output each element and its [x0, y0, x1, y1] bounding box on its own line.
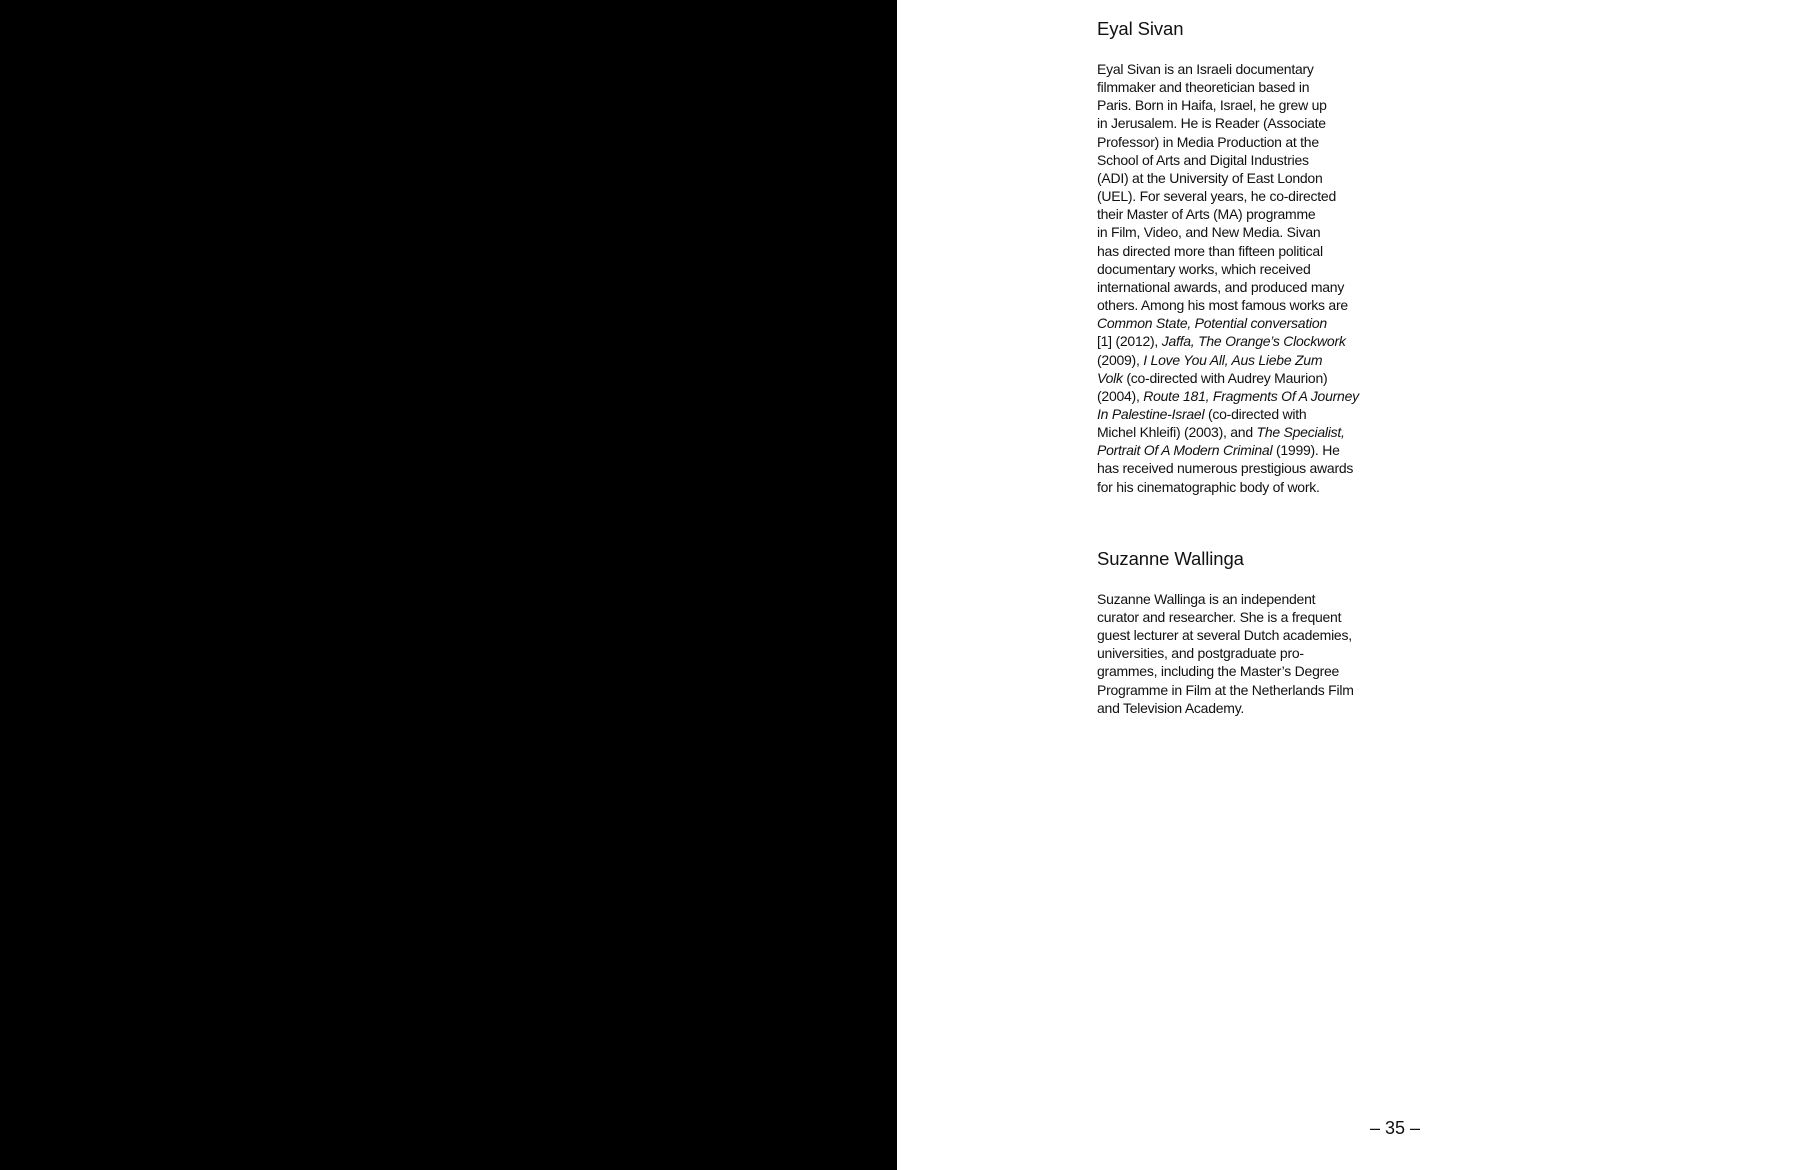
bio-line: [1097, 681, 1397, 699]
text-run: (co-directed with Audrey Maurion): [1122, 369, 1328, 386]
text-run: Paris. Born in Haifa, Israel, he grew up: [1097, 97, 1327, 114]
bio-line: [1097, 590, 1397, 608]
text-run: grammes, including the Master’s Degree: [1097, 663, 1340, 680]
bio-line: [1097, 260, 1397, 278]
text-run: international awards, and produced many: [1097, 278, 1345, 295]
work-title: Jaffa, The Orange’s Clockwork: [1161, 333, 1346, 350]
text-run: in Film, Video, and New Media. Sivan: [1097, 224, 1321, 241]
bio-line: [1097, 96, 1397, 114]
bio-line: [1097, 699, 1397, 717]
bio-line: [1097, 369, 1397, 387]
bio-line: [1097, 78, 1397, 96]
text-run: others. Among his most famous works are: [1097, 297, 1348, 314]
bio-line: [1097, 296, 1397, 314]
text-run: for his cinematographic body of work.: [1097, 478, 1320, 495]
text-run: universities, and postgraduate pro-: [1097, 645, 1304, 662]
bio-line: [1097, 644, 1397, 662]
bio-eyal-sivan: [1097, 17, 1397, 496]
text-run: [1] (2012),: [1097, 333, 1162, 350]
bio-line: [1097, 608, 1397, 626]
text-run: (co-directed with: [1204, 405, 1307, 422]
page-number: – 35 –: [1370, 1118, 1421, 1138]
bio-line: [1097, 478, 1397, 496]
text-run: School of Arts and Digital Industries: [1097, 151, 1309, 168]
bio-line: [1097, 278, 1397, 296]
bio-line: [1097, 459, 1397, 477]
work-title: The Specialist,: [1256, 424, 1345, 441]
work-title: Volk: [1097, 369, 1123, 386]
text-run: filmmaker and theoretician based in: [1097, 79, 1310, 96]
bio-line: [1097, 133, 1397, 151]
text-run: guest lecturer at several Dutch academies,: [1097, 627, 1352, 644]
bio-line: [1097, 332, 1397, 350]
text-run: (ADI) at the University of East London: [1097, 169, 1323, 186]
text-run: (2004),: [1097, 387, 1144, 404]
text-run: curator and researcher. She is a frequent: [1097, 608, 1342, 625]
bio-line: [1097, 151, 1397, 169]
bio-line: [1097, 242, 1397, 260]
text-run: in Jerusalem. He is Reader (Associate: [1097, 115, 1326, 132]
text-run: has directed more than fifteen political: [1097, 242, 1323, 259]
bio-line: [1097, 223, 1397, 241]
bio-line: [1097, 626, 1397, 644]
bio-name-heading: Eyal Sivan: [1097, 18, 1184, 39]
text-run: Eyal Sivan is an Israeli documentary: [1097, 61, 1314, 77]
bio-paragraph: [1097, 60, 1397, 496]
bio-suzanne-wallinga: [1097, 547, 1397, 717]
bio-line: [1097, 205, 1397, 223]
bio-line: [1097, 423, 1397, 441]
text-run: and Television Academy.: [1097, 699, 1245, 716]
bio-name-heading: Suzanne Wallinga: [1097, 547, 1244, 569]
work-title: Portrait Of A Modern Criminal: [1097, 442, 1273, 459]
bio-line: [1097, 187, 1397, 205]
text-run: has received numerous prestigious awards: [1097, 460, 1354, 477]
text-run: their Master of Arts (MA) programme: [1097, 206, 1316, 223]
bio-paragraph: [1097, 590, 1397, 717]
text-run: Programme in Film at the Netherlands Film: [1097, 681, 1354, 698]
bio-line: [1097, 351, 1397, 369]
text-run: documentary works, which received: [1097, 260, 1311, 277]
bio-line: [1097, 441, 1397, 459]
work-title: Common State, Potential conversation: [1097, 315, 1327, 332]
bio-line: [1097, 60, 1397, 78]
work-title: In Palestine-Israel: [1097, 405, 1205, 422]
text-run: (2009),: [1097, 351, 1144, 368]
text-run: Professor) in Media Production at the: [1097, 133, 1319, 150]
text-run: Michel Khleifi) (2003), and: [1097, 424, 1257, 441]
work-title: Route 181, Fragments Of A Journey: [1143, 387, 1359, 404]
work-title: I Love You All, Aus Liebe Zum: [1143, 351, 1323, 368]
bio-line: [1097, 387, 1397, 405]
text-run: Suzanne Wallinga is an independent: [1097, 590, 1316, 607]
bio-line: [1097, 662, 1397, 680]
bio-line: [1097, 314, 1397, 332]
bio-line: [1097, 169, 1397, 187]
bio-line: [1097, 405, 1397, 423]
bio-line: [1097, 114, 1397, 132]
text-run: (UEL). For several years, he co-directed: [1097, 188, 1336, 205]
bio-column: [1097, 17, 1397, 717]
right-page: [897, 0, 1793, 1170]
text-run: (1999). He: [1272, 442, 1340, 459]
